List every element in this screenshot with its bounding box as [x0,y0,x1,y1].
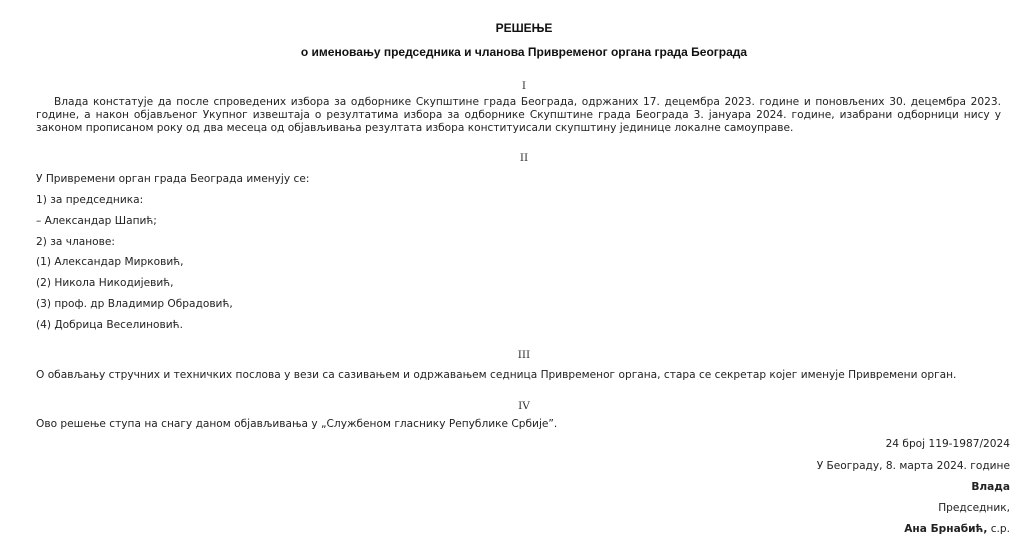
president-heading: 1) за председника: [36,194,144,206]
section-numeral-2: II [519,152,529,164]
section-4-paragraph: Ово решење ступа на снагу даном објављивања у „Службеном гласнику Републике Србије”. [36,418,558,430]
section-1-paragraph: Влада констатује да после спроведених избора за одборнике Скупштине града Београда, одржаних 17. децембра 2023. године и поновљених 30. децембра 2023. године, а након објављеног Укупног извештаја о резултатима избора за одборнике Скупштине града Београда 3. јануара 2024. године, изабрани одборници нису у законом прописаном року од два месеца од објављивања резултата избора конституисали скупштину јединице локалне самоуправе. [36,96,1001,135]
reference-number: 24 број 119-1987/2024 [885,438,1010,450]
section-numeral-3: III [517,349,531,361]
section-numeral-1: I [521,80,527,92]
member-item-4: (4) Добрица Веселиновић. [36,319,183,331]
president-name: – Александар Шапић; [36,215,157,227]
members-heading: 2) за чланове: [36,236,115,248]
signatory-role: Председник, [938,502,1010,514]
signatory-line [904,523,1010,535]
signatory-suffix: с.р. [987,523,1010,535]
member-item-1: (1) Александар Мирковић, [36,256,184,268]
section-numeral-4: IV [518,400,530,412]
issuing-body: Влада [971,481,1010,493]
section-3-paragraph: О обављању стручних и техничких послова у вези са сазивањем и одржавањем седница Привременог органа, стара се секретар којег именује Привремени орган. [36,369,957,381]
member-item-3: (3) проф. др Владимир Обрадовић, [36,298,233,310]
place-and-date: У Београду, 8. марта 2024. године [816,460,1010,472]
section-2-intro: У Привремени орган града Београда именују се: [36,173,310,185]
document-title: РЕШЕЊЕ [495,21,553,35]
document-subtitle: о именовању председника и чланова Привременог органа града Београда [300,45,748,59]
member-item-2: (2) Никола Никодијевић, [36,277,174,289]
signatory-name: Ана Брнабић, [904,523,988,535]
